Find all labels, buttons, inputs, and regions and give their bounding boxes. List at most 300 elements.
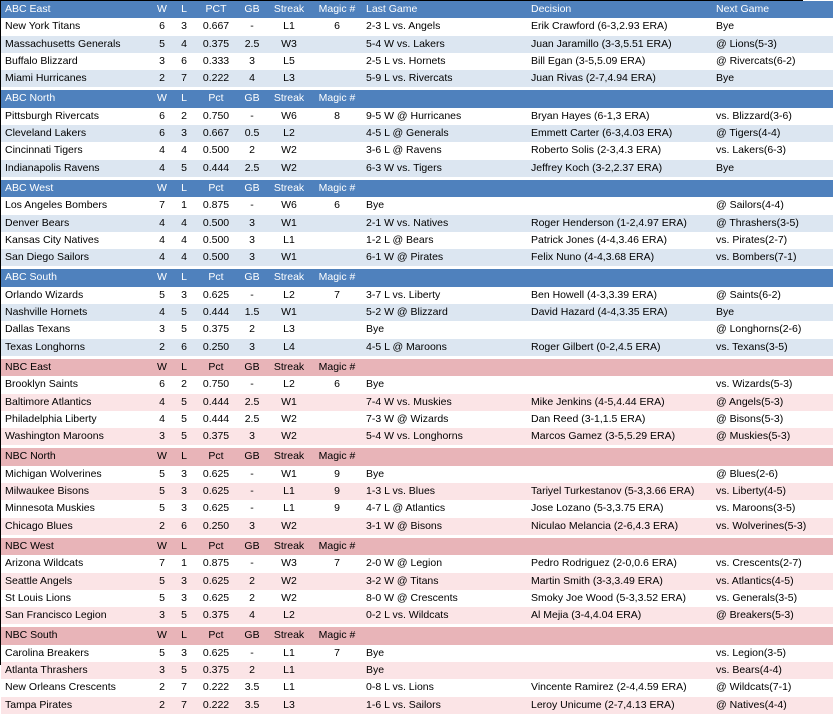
team-name: Denver Bears [1,215,151,232]
column-header: Streak [267,1,311,18]
decision: Jose Lozano (5-3,3.75 ERA) [528,500,713,517]
win-pct: 0.444 [195,394,237,411]
streak: L1 [267,662,311,679]
division-header-row [1,90,833,107]
decision: Dan Reed (3-1,1.5 ERA) [528,411,713,428]
streak: L2 [267,376,311,393]
games-back: - [237,483,267,500]
magic-number: 7 [311,287,363,304]
streak: W1 [267,249,311,266]
decision: Mike Jenkins (4-5,4.44 ERA) [528,394,713,411]
decision: Marcos Gamez (3-5,5.29 ERA) [528,428,713,445]
magic-number [311,142,363,159]
last-game: Bye [363,662,528,679]
magic-number [311,679,363,696]
magic-number [311,232,363,249]
win-pct: 0.750 [195,376,237,393]
table-row[interactable] [1,607,833,624]
losses: 5 [173,394,195,411]
table-row[interactable] [1,573,833,590]
table-row[interactable] [1,376,833,393]
losses: 1 [173,555,195,572]
next-game: vs. Crescents(2-7) [713,555,833,572]
team-name: Kansas City Natives [1,232,151,249]
wins: 2 [151,679,173,696]
column-header: W [151,90,173,107]
win-pct: 0.500 [195,249,237,266]
team-name: Atlanta Thrashers [1,662,151,679]
team-name: Cleveland Lakers [1,125,151,142]
magic-number [311,394,363,411]
magic-number: 6 [311,376,363,393]
wins: 3 [151,53,173,70]
next-game: vs. Generals(3-5) [713,590,833,607]
next-game: vs. Texans(3-5) [713,339,833,356]
next-game: @ Saints(6-2) [713,287,833,304]
column-header [363,180,528,197]
wins: 3 [151,428,173,445]
team-name: Washington Maroons [1,428,151,445]
column-header: Pct [195,448,237,465]
next-game: @ Breakers(5-3) [713,607,833,624]
column-header [528,538,713,555]
decision: Al Mejia (3-4,4.04 ERA) [528,607,713,624]
games-back: 2 [237,321,267,338]
wins: 7 [151,197,173,214]
next-game: @ Thrashers(3-5) [713,215,833,232]
table-row[interactable] [1,215,833,232]
last-game: 5-2 W @ Blizzard [363,304,528,321]
losses: 3 [173,500,195,517]
column-header [713,90,833,107]
win-pct: 0.500 [195,142,237,159]
games-back: 3 [237,232,267,249]
column-header: GB [237,359,267,376]
decision [528,662,713,679]
table-row[interactable] [1,466,833,483]
streak: W2 [267,411,311,428]
magic-number [311,53,363,70]
losses: 4 [173,215,195,232]
last-game: 4-7 L @ Atlantics [363,500,528,517]
column-header [713,538,833,555]
streak: L4 [267,339,311,356]
table-row[interactable] [1,232,833,249]
win-pct: 0.444 [195,304,237,321]
column-header: L [173,448,195,465]
wins: 5 [151,573,173,590]
streak: L5 [267,53,311,70]
streak: L1 [267,645,311,662]
table-row[interactable] [1,287,833,304]
last-game: 8-0 W @ Crescents [363,590,528,607]
decision: Emmett Carter (6-3,4.03 ERA) [528,125,713,142]
wins: 3 [151,321,173,338]
table-row[interactable] [1,645,833,662]
magic-number: 9 [311,483,363,500]
last-game: 3-6 L @ Ravens [363,142,528,159]
losses: 4 [173,36,195,53]
last-game: Bye [363,321,528,338]
column-header: W [151,538,173,555]
next-game: @ Natives(4-4) [713,697,833,714]
games-back: - [237,500,267,517]
streak: W2 [267,573,311,590]
win-pct: 0.375 [195,321,237,338]
decision: Jeffrey Koch (3-2,2.37 ERA) [528,160,713,177]
division-name: ABC East [1,1,151,18]
division-header-row [1,359,833,376]
wins: 5 [151,466,173,483]
win-pct: 0.375 [195,607,237,624]
wins: 4 [151,394,173,411]
team-name: New York Titans [1,18,151,35]
division-header-row [1,1,833,18]
table-row[interactable] [1,108,833,125]
standings-table [1,1,833,714]
games-back: 2.5 [237,160,267,177]
streak: W2 [267,518,311,535]
losses: 5 [173,428,195,445]
games-back: - [237,18,267,35]
losses: 4 [173,142,195,159]
losses: 6 [173,53,195,70]
decision: Roger Gilbert (0-2,4.5 ERA) [528,339,713,356]
losses: 5 [173,160,195,177]
column-header: W [151,359,173,376]
team-name: Seattle Angels [1,573,151,590]
games-back: 4 [237,607,267,624]
column-header [363,448,528,465]
next-game: vs. Atlantics(4-5) [713,573,833,590]
decision: David Hazard (4-4,3.35 ERA) [528,304,713,321]
column-header [528,627,713,644]
next-game: @ Wildcats(7-1) [713,679,833,696]
wins: 4 [151,215,173,232]
table-row[interactable] [1,411,833,428]
win-pct: 0.222 [195,679,237,696]
table-row[interactable] [1,662,833,679]
next-game: vs. Wizards(5-3) [713,376,833,393]
streak: L3 [267,697,311,714]
magic-number [311,428,363,445]
division-header-row [1,269,833,286]
team-name: San Diego Sailors [1,249,151,266]
losses: 6 [173,339,195,356]
decision: Felix Nuno (4-4,3.68 ERA) [528,249,713,266]
decision [528,645,713,662]
losses: 7 [173,70,195,87]
column-header: Pct [195,538,237,555]
column-header [713,359,833,376]
table-row[interactable] [1,483,833,500]
decision: Bill Egan (3-5,5.09 ERA) [528,53,713,70]
magic-number [311,590,363,607]
table-row[interactable] [1,394,833,411]
win-pct: 0.250 [195,518,237,535]
win-pct: 0.625 [195,483,237,500]
streak: W1 [267,466,311,483]
losses: 3 [173,125,195,142]
column-header: Decision [528,1,713,18]
team-name: Cincinnati Tigers [1,142,151,159]
table-row[interactable] [1,197,833,214]
table-row[interactable] [1,555,833,572]
column-header: W [151,1,173,18]
games-back: 3 [237,428,267,445]
column-header: GB [237,269,267,286]
last-game: Bye [363,466,528,483]
streak: W1 [267,215,311,232]
column-header: Streak [267,359,311,376]
magic-number [311,249,363,266]
table-row[interactable] [1,304,833,321]
team-name: Carolina Breakers [1,645,151,662]
last-game: 1-2 L @ Bears [363,232,528,249]
win-pct: 0.333 [195,53,237,70]
games-back: - [237,555,267,572]
last-game: Bye [363,197,528,214]
games-back: 3 [237,249,267,266]
losses: 3 [173,573,195,590]
streak: W2 [267,590,311,607]
last-game: 3-1 W @ Bisons [363,518,528,535]
wins: 6 [151,376,173,393]
column-header [363,90,528,107]
losses: 3 [173,466,195,483]
games-back: 2 [237,662,267,679]
last-game: 7-3 W @ Wizards [363,411,528,428]
team-name: Miami Hurricanes [1,70,151,87]
table-row[interactable] [1,321,833,338]
wins: 5 [151,287,173,304]
magic-number: 9 [311,500,363,517]
games-back: 2 [237,142,267,159]
team-name: Tampa Pirates [1,697,151,714]
table-row[interactable] [1,679,833,696]
next-game: vs. Liberty(4-5) [713,483,833,500]
column-header: Pct [195,180,237,197]
win-pct: 0.667 [195,125,237,142]
streak: W1 [267,304,311,321]
column-header [363,359,528,376]
wins: 4 [151,411,173,428]
column-header: Magic # [311,448,363,465]
games-back: 2 [237,573,267,590]
team-name: Baltimore Atlantics [1,394,151,411]
losses: 1 [173,197,195,214]
streak: L1 [267,500,311,517]
losses: 2 [173,108,195,125]
games-back: - [237,376,267,393]
table-row[interactable] [1,125,833,142]
table-row[interactable] [1,70,833,87]
column-header: L [173,359,195,376]
team-name: Philadelphia Liberty [1,411,151,428]
column-header: Magic # [311,359,363,376]
magic-number [311,607,363,624]
streak: W2 [267,160,311,177]
table-row[interactable] [1,590,833,607]
losses: 5 [173,304,195,321]
decision: Vincente Ramirez (2-4,4.59 ERA) [528,679,713,696]
last-game: 1-6 L vs. Sailors [363,697,528,714]
division-header-row [1,627,833,644]
table-row[interactable] [1,249,833,266]
table-row[interactable] [1,160,833,177]
next-game: Bye [713,70,833,87]
division-name: NBC South [1,627,151,644]
magic-number [311,697,363,714]
win-pct: 0.625 [195,466,237,483]
team-name: Los Angeles Bombers [1,197,151,214]
last-game: 3-7 L vs. Liberty [363,287,528,304]
column-header: W [151,180,173,197]
column-header: L [173,538,195,555]
decision: Roger Henderson (1-2,4.97 ERA) [528,215,713,232]
last-game: 0-8 L vs. Lions [363,679,528,696]
magic-number: 9 [311,466,363,483]
losses: 3 [173,18,195,35]
column-header: Magic # [311,627,363,644]
wins: 5 [151,36,173,53]
wins: 4 [151,304,173,321]
wins: 6 [151,18,173,35]
table-row[interactable] [1,697,833,714]
team-name: Massachusetts Generals [1,36,151,53]
next-game: Bye [713,304,833,321]
win-pct: 0.500 [195,232,237,249]
column-header: W [151,448,173,465]
magic-number: 6 [311,197,363,214]
magic-number: 8 [311,108,363,125]
team-name: Orlando Wizards [1,287,151,304]
magic-number [311,339,363,356]
column-header [528,448,713,465]
next-game: vs. Lakers(6-3) [713,142,833,159]
column-header [363,538,528,555]
table-row[interactable] [1,18,833,35]
games-back: 4 [237,70,267,87]
last-game: 4-5 L @ Maroons [363,339,528,356]
games-back: 2.5 [237,394,267,411]
decision: Ben Howell (4-3,3.39 ERA) [528,287,713,304]
magic-number [311,215,363,232]
games-back: 3 [237,339,267,356]
win-pct: 0.625 [195,590,237,607]
decision [528,466,713,483]
win-pct: 0.375 [195,36,237,53]
team-name: Buffalo Blizzard [1,53,151,70]
last-game: 2-0 W @ Legion [363,555,528,572]
last-game: 2-5 L vs. Hornets [363,53,528,70]
wins: 4 [151,160,173,177]
team-name: Minnesota Muskies [1,500,151,517]
last-game: Bye [363,376,528,393]
last-game: 5-4 W vs. Lakers [363,36,528,53]
next-game: @ Tigers(4-4) [713,125,833,142]
column-header [713,448,833,465]
last-game: 3-2 W @ Titans [363,573,528,590]
column-header: L [173,627,195,644]
table-row[interactable] [1,142,833,159]
losses: 4 [173,232,195,249]
standings-body [1,1,833,714]
wins: 5 [151,483,173,500]
column-header: Pct [195,627,237,644]
wins: 5 [151,645,173,662]
table-row[interactable] [1,339,833,356]
win-pct: 0.625 [195,573,237,590]
win-pct: 0.375 [195,662,237,679]
wins: 6 [151,108,173,125]
column-header: GB [237,538,267,555]
streak: W3 [267,555,311,572]
last-game: 1-3 L vs. Blues [363,483,528,500]
column-header: Streak [267,180,311,197]
next-game: @ Bisons(5-3) [713,411,833,428]
team-name: Arizona Wildcats [1,555,151,572]
column-header: Magic # [311,269,363,286]
table-row[interactable] [1,428,833,445]
last-game: 7-4 W vs. Muskies [363,394,528,411]
column-header: GB [237,627,267,644]
decision: Erik Crawford (6-3,2.93 ERA) [528,18,713,35]
losses: 3 [173,590,195,607]
column-header: Pct [195,359,237,376]
division-header-row [1,538,833,555]
division-name: ABC North [1,90,151,107]
magic-number [311,304,363,321]
column-header: Magic # [311,1,363,18]
next-game: @ Angels(5-3) [713,394,833,411]
win-pct: 0.250 [195,339,237,356]
division-header-row [1,180,833,197]
games-back: 2 [237,590,267,607]
column-header: GB [237,180,267,197]
win-pct: 0.625 [195,287,237,304]
games-back: 2.5 [237,411,267,428]
win-pct: 0.444 [195,160,237,177]
decision: Juan Rivas (2-7,4.94 ERA) [528,70,713,87]
team-name: Brooklyn Saints [1,376,151,393]
column-header: Streak [267,269,311,286]
losses: 6 [173,518,195,535]
next-game: vs. Blizzard(3-6) [713,108,833,125]
column-header [713,269,833,286]
column-header [713,627,833,644]
losses: 5 [173,321,195,338]
wins: 3 [151,607,173,624]
column-header: W [151,269,173,286]
next-game: @ Sailors(4-4) [713,197,833,214]
streak: W1 [267,394,311,411]
last-game: 9-5 W @ Hurricanes [363,108,528,125]
win-pct: 0.375 [195,428,237,445]
win-pct: 0.625 [195,500,237,517]
streak: W2 [267,428,311,445]
table-row[interactable] [1,500,833,517]
games-back: - [237,645,267,662]
column-header: Streak [267,627,311,644]
win-pct: 0.667 [195,18,237,35]
wins: 3 [151,662,173,679]
win-pct: 0.875 [195,555,237,572]
wins: 2 [151,70,173,87]
table-row[interactable] [1,36,833,53]
table-row[interactable] [1,518,833,535]
table-row[interactable] [1,53,833,70]
